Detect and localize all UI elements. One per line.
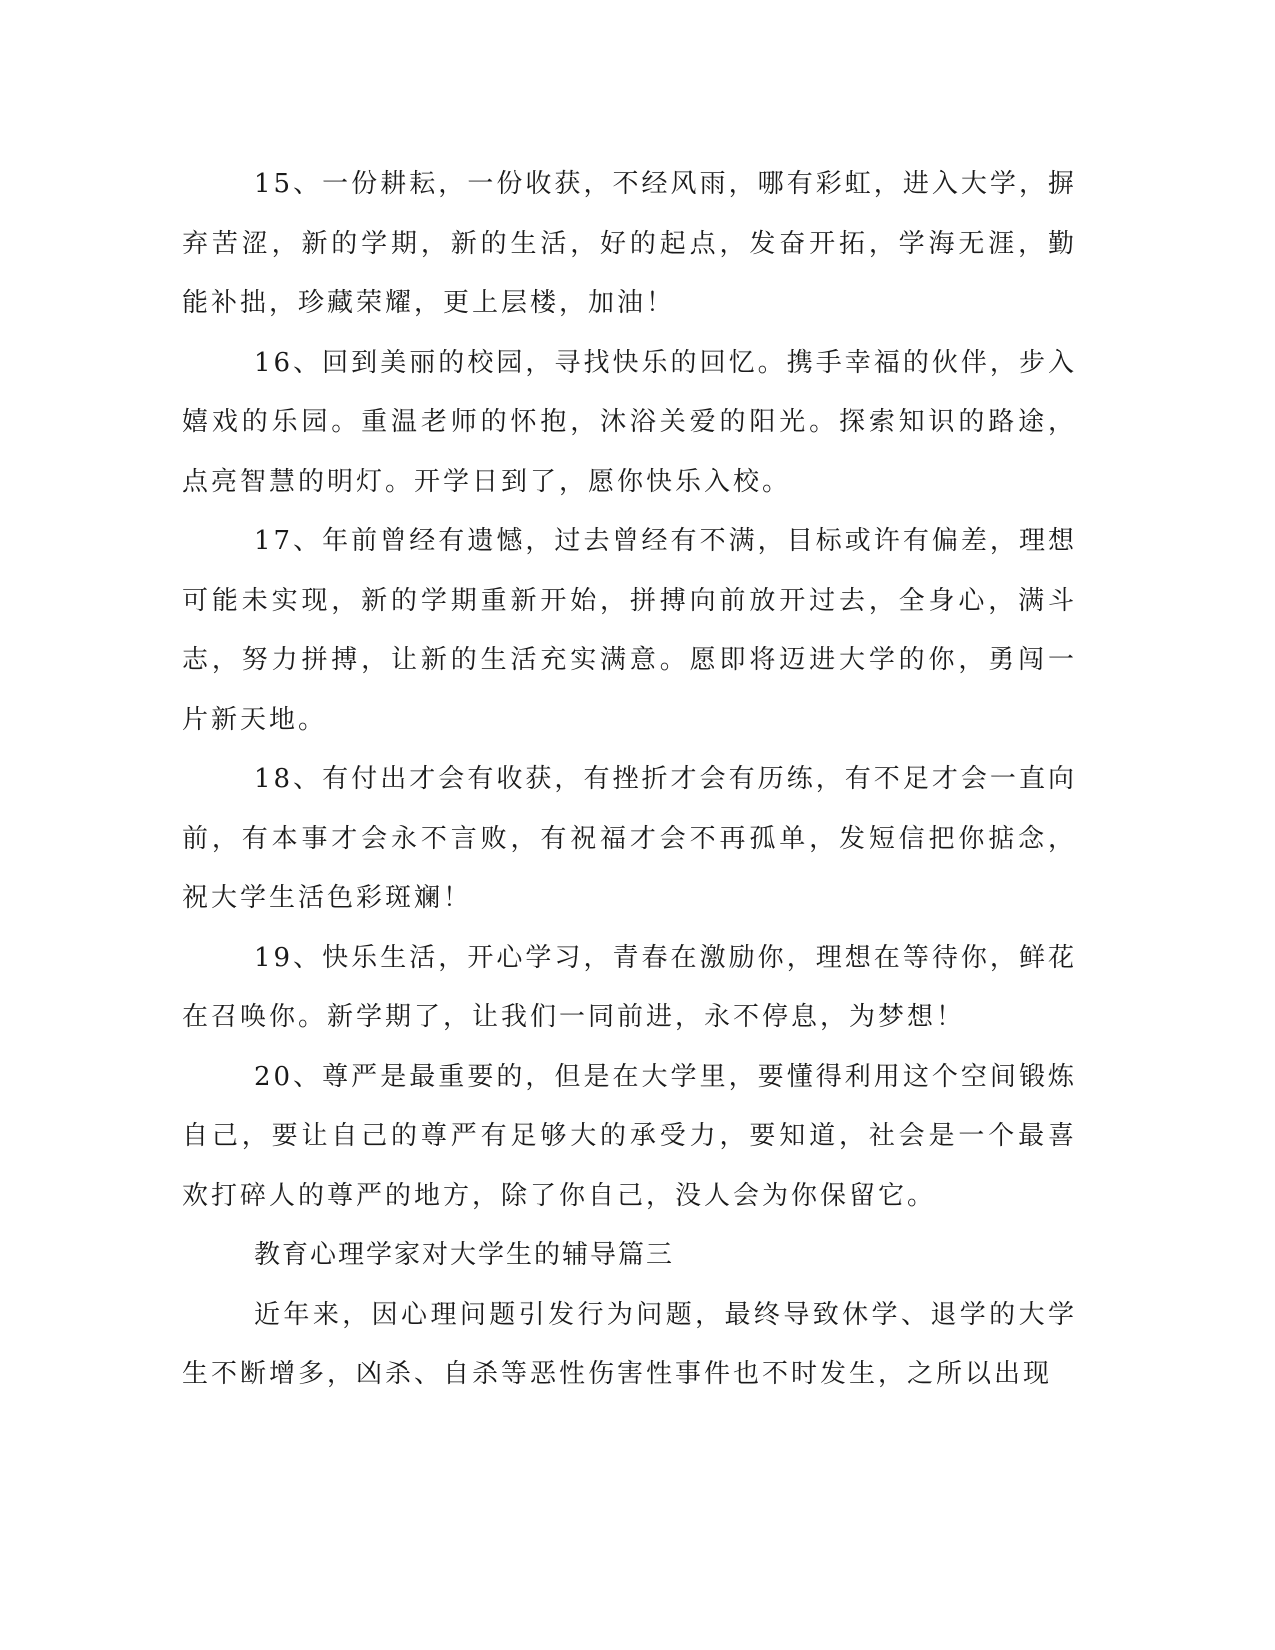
paragraph-17: 17、年前曾经有遗憾，过去曾经有不满，目标或许有偏差，理想可能未实现，新的学期重新开始，拼搏向前放开过去，全身心，满斗志，努力拼搏，让新的生活充实满意。愿即将迈进大学的你，勇闯一片新天地。: [182, 526, 1077, 735]
paragraph-16: 16、回到美丽的校园，寻找快乐的回忆。携手幸福的伙伴，步入嬉戏的乐园。重温老师的怀抱，沐浴关爱的阳光。探索知识的路途，点亮智慧的明灯。开学日到了，愿你快乐入校。: [182, 347, 1077, 497]
paragraph-19: 19、快乐生活，开心学习，青春在激励你，理想在等待你，鲜花在召唤你。新学期了，让我们一同前进，永不停息，为梦想！: [182, 942, 1077, 1032]
paragraph-18: 18、有付出才会有收获，有挫折才会有历练，有不足才会一直向前，有本事才会永不言败，有祝福才会不再孤单，发短信把你掂念，祝大学生活色彩斑斓！: [182, 764, 1077, 913]
closing-paragraph: 近年来，因心理问题引发行为问题，最终导致休学、退学的大学生不断增多，凶杀、自杀等恶性伤害性事件也不时发生，之所以出现: [182, 1299, 1077, 1389]
paragraph-20: 20、尊严是最重要的，但是在大学里，要懂得利用这个空间锻炼自己，要让自己的尊严有足够大的承受力，要知道，社会是一个最喜欢打碎人的尊严的地方，除了你自己，没人会为你保留它。: [182, 1061, 1077, 1211]
section-heading: 教育心理学家对大学生的辅导篇三: [254, 1240, 675, 1270]
paragraph-15: 15、一份耕耘，一份收获，不经风雨，哪有彩虹，进入大学，摒弃苦涩，新的学期，新的生活，好的起点，发奋开拓，学海无涯，勤能补拙，珍藏荣耀，更上层楼，加油！: [182, 169, 1077, 318]
document-body: [182, 155, 1077, 1405]
